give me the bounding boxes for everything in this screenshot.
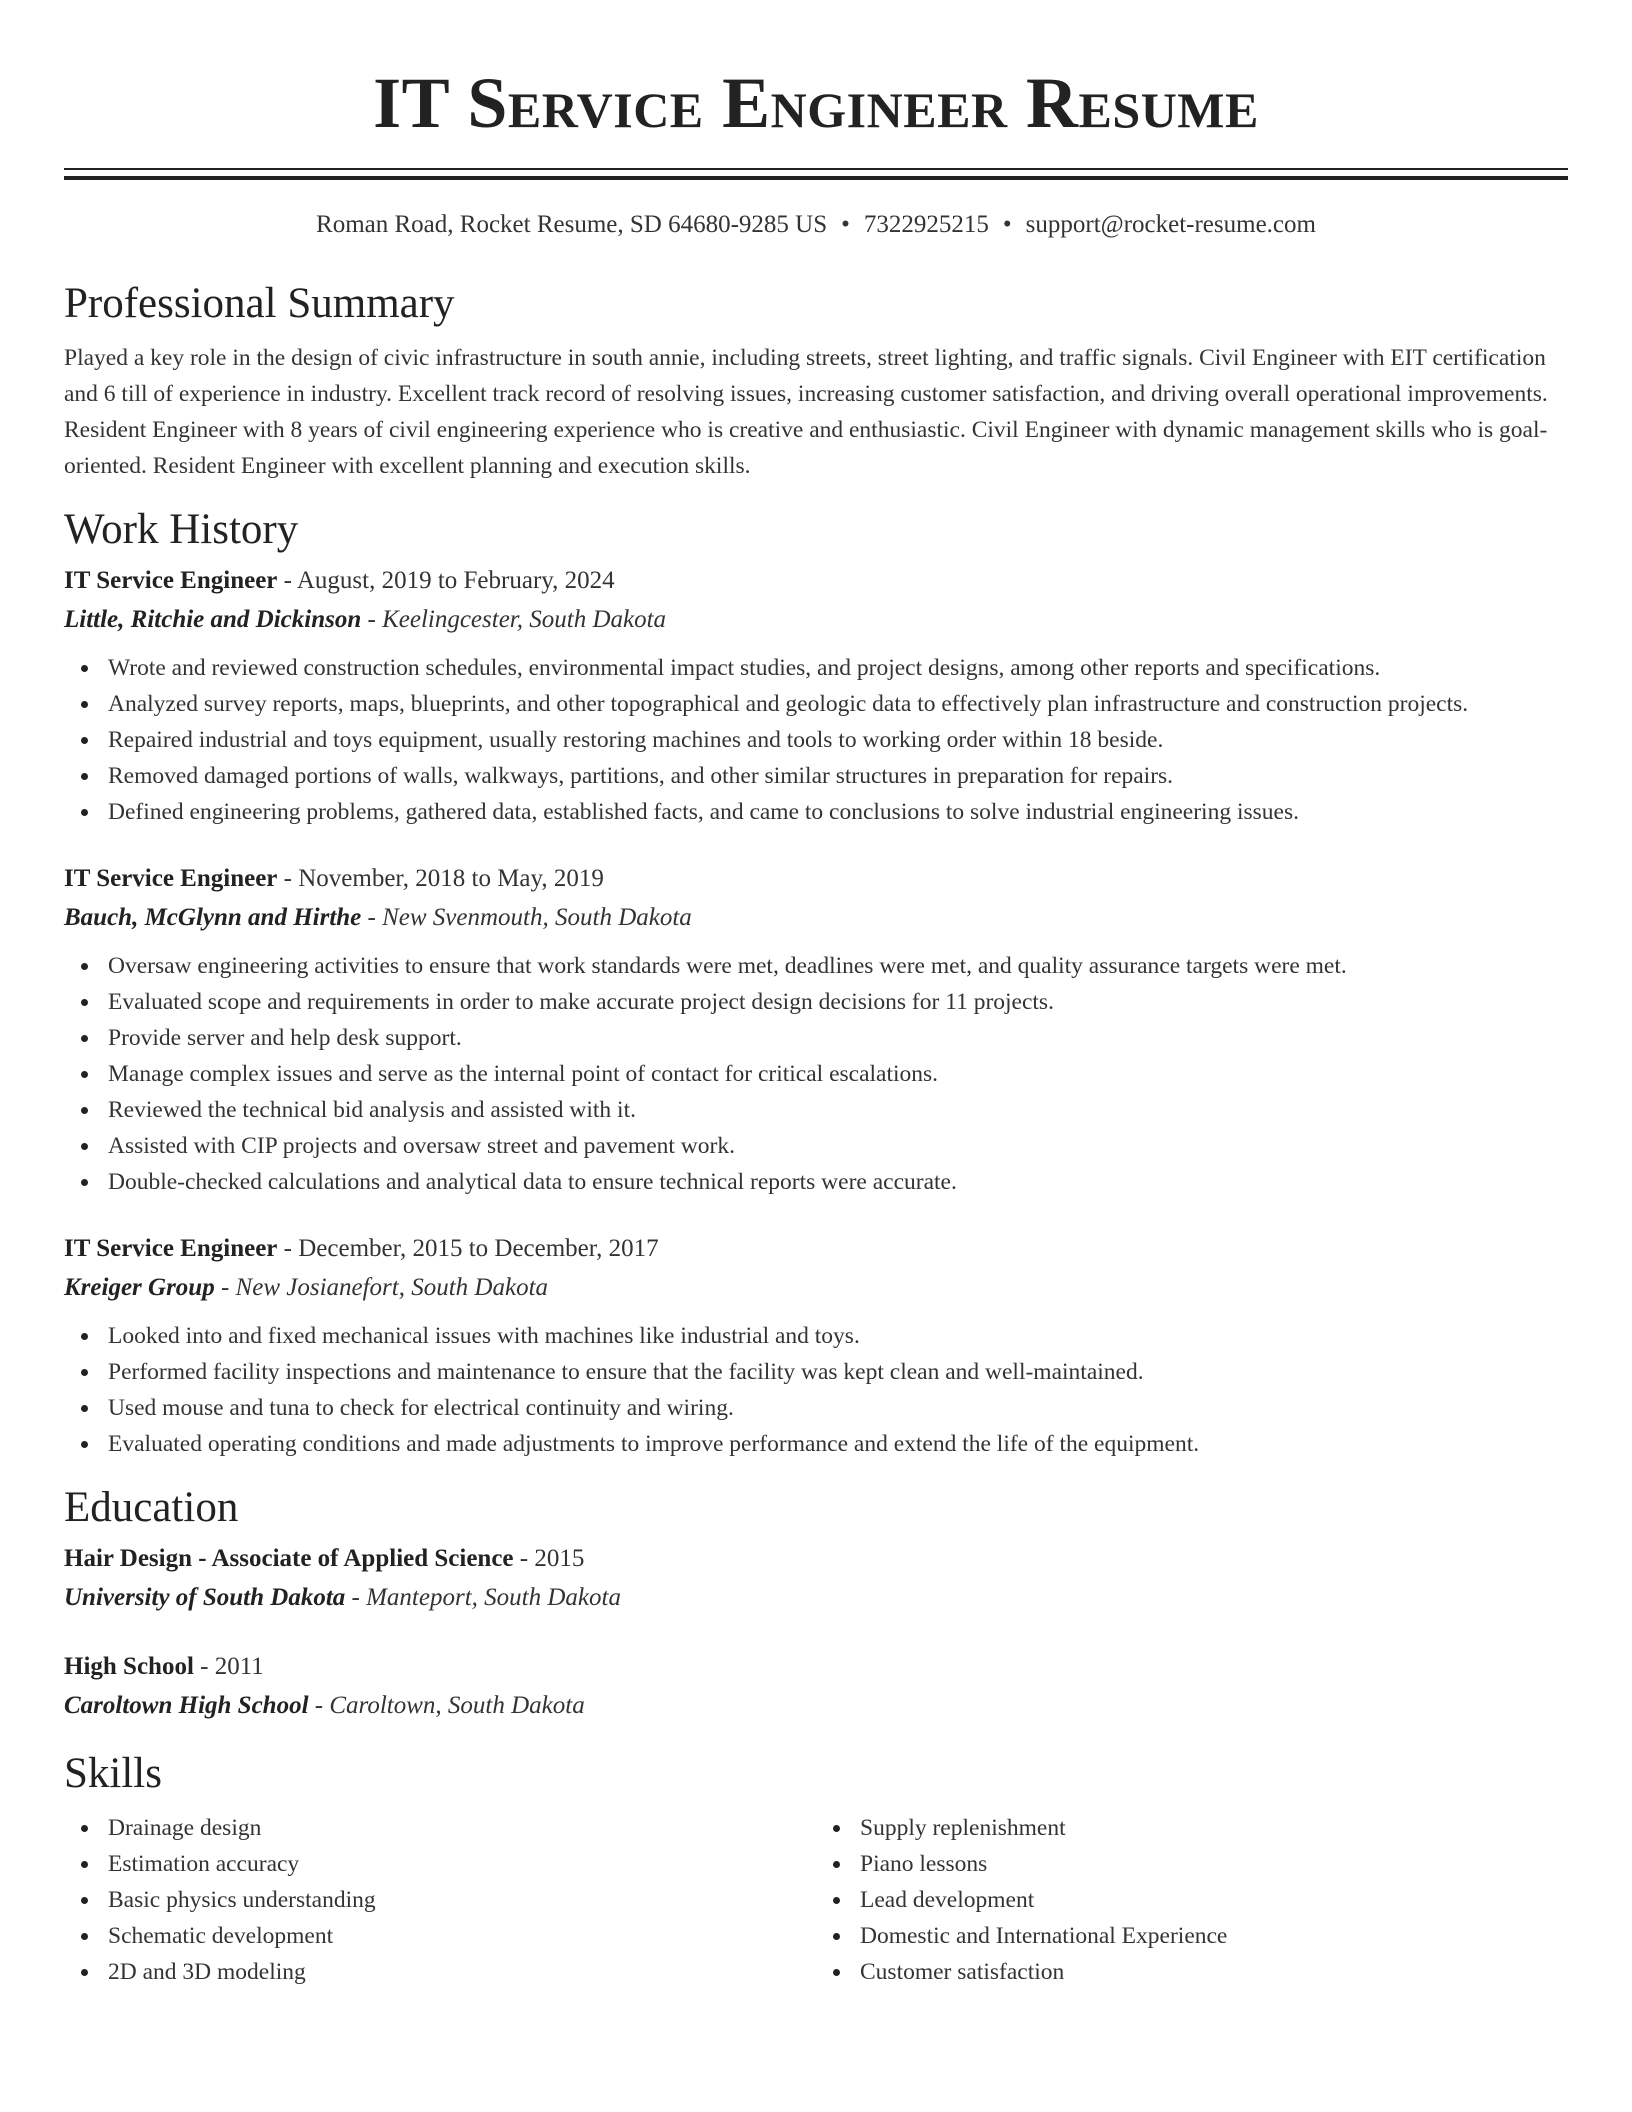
education-location: - Manteport, South Dakota (345, 1584, 621, 1611)
job-company-line (64, 1268, 1568, 1308)
skill-item: Piano lessons (860, 1846, 1568, 1882)
skill-item: Customer satisfaction (860, 1954, 1568, 1990)
education-heading: Education (64, 1484, 239, 1531)
job-bullet: Evaluated operating conditions and made adjustments to improve performance and extend the life of the equipment. (108, 1426, 1568, 1462)
job-bullets (64, 1318, 1568, 1462)
skill-item: Lead development (860, 1882, 1568, 1918)
job-company-line (64, 898, 1568, 938)
skill-item: Drainage design (108, 1810, 816, 1846)
skills-columns (64, 1810, 1568, 1990)
job-bullet: Performed facility inspections and maintenance to ensure that the facility was kept clean and well-maintained. (108, 1354, 1568, 1390)
job-entry (64, 562, 1568, 830)
job-bullet: Evaluated scope and requirements in order to make accurate project design decisions for 11 projects. (108, 984, 1568, 1020)
job-location: - New Josianefort, South Dakota (214, 1274, 549, 1301)
education-year: - 2011 (193, 1653, 264, 1680)
job-bullet: Defined engineering problems, gathered data, established facts, and came to conclusions to solve industrial engineering issues. (108, 794, 1568, 830)
education-year: - 2015 (513, 1545, 585, 1572)
education-degree: High School (64, 1653, 194, 1680)
summary-heading: Professional Summary (64, 280, 455, 327)
contact-email: support@rocket-resume.com (1025, 211, 1316, 238)
education-entry (64, 1648, 1568, 1726)
contact-separator: • (841, 211, 850, 238)
job-bullet: Repaired industrial and toys equipment, usually restoring machines and tools to working order within 18 beside. (108, 722, 1568, 758)
job-bullet: Looked into and fixed mechanical issues with machines like industrial and toys. (108, 1318, 1568, 1354)
job-bullet: Double-checked calculations and analytical data to ensure technical reports were accurate. (108, 1164, 1568, 1200)
job-bullet: Wrote and reviewed construction schedules, environmental impact studies, and project designs, among other reports and specifications. (108, 650, 1568, 686)
job-bullet: Analyzed survey reports, maps, blueprints, and other topographical and geologic data to effectively plan infrastructure and construction projects. (108, 686, 1568, 722)
job-entry (64, 860, 1568, 1200)
education-location: - Caroltown, South Dakota (308, 1692, 585, 1719)
education-degree-line (64, 1648, 1568, 1686)
education-school-line (64, 1578, 1568, 1618)
education-entry (64, 1540, 1568, 1618)
job-bullet: Reviewed the technical bid analysis and assisted with it. (108, 1092, 1568, 1128)
contact-separator: • (1002, 211, 1012, 238)
summary-text: Played a key role in the design of civic infrastructure in south annie, including streets, street lighting, and traffic signals. Civil Engineer with EIT certification and 6 till of experience in industry. Excellent track record of resolving issues, increasing customer satisfaction, and driving overall operational improvements. Resident Engineer with 8 years of civil engineering experience who is creative and enthusiastic. Civil Engineer with dynamic management skills who is goal-oriented. Resident Engineer with excellent planning and execution skills. (64, 345, 1548, 479)
skills-left-column (64, 1810, 816, 1990)
education-school: Caroltown High School (64, 1692, 309, 1719)
job-title-line (64, 860, 1568, 898)
education-degree: Hair Design - Associate of Applied Science (64, 1545, 514, 1572)
skill-item: Schematic development (108, 1918, 816, 1954)
job-entry (64, 1230, 1568, 1462)
job-company: Bauch, McGlynn and Hirthe (64, 904, 362, 931)
skill-item: Supply replenishment (860, 1810, 1568, 1846)
job-bullet: Oversaw engineering activities to ensure that work standards were met, deadlines were met, and quality assurance targets were met. (108, 948, 1568, 984)
education-school-line (64, 1686, 1568, 1726)
job-dates: - November, 2018 to May, 2019 (277, 865, 604, 892)
job-title-line (64, 562, 1568, 600)
job-dates: - December, 2015 to December, 2017 (277, 1235, 659, 1262)
job-bullets (64, 948, 1568, 1200)
job-title: IT Service Engineer (64, 865, 278, 892)
job-title: IT Service Engineer (64, 567, 278, 594)
job-dates: - August, 2019 to February, 2024 (277, 567, 615, 594)
title-divider (64, 168, 1568, 180)
contact-phone: 7322925215 (863, 211, 989, 238)
work-history-heading: Work History (64, 506, 299, 553)
job-bullet: Removed damaged portions of walls, walkways, partitions, and other similar structures in preparation for repairs. (108, 758, 1568, 794)
job-company: Little, Ritchie and Dickinson (64, 606, 362, 633)
skills-right-column (816, 1810, 1568, 1990)
skill-item: Basic physics understanding (108, 1882, 816, 1918)
job-location: - Keelingcester, South Dakota (361, 606, 667, 633)
job-bullet: Provide server and help desk support. (108, 1020, 1568, 1056)
job-bullet: Assisted with CIP projects and oversaw street and pavement work. (108, 1128, 1568, 1164)
job-title: IT Service Engineer (64, 1235, 278, 1262)
contact-line (64, 210, 1568, 240)
contact-address: Roman Road, Rocket Resume, SD 64680-9285 US (316, 211, 828, 238)
job-bullet: Used mouse and tuna to check for electrical continuity and wiring. (108, 1390, 1568, 1426)
skills-heading: Skills (64, 1750, 162, 1797)
job-company: Kreiger Group (64, 1274, 215, 1301)
job-title-line (64, 1230, 1568, 1268)
skill-item: Estimation accuracy (108, 1846, 816, 1882)
resume-title: IT Service Engineer Resume (373, 63, 1259, 143)
education-degree-line (64, 1540, 1568, 1578)
job-company-line (64, 600, 1568, 640)
skill-item: Domestic and International Experience (860, 1918, 1568, 1954)
job-bullet: Manage complex issues and serve as the internal point of contact for critical escalations. (108, 1056, 1568, 1092)
education-school: University of South Dakota (64, 1584, 346, 1611)
skill-item: 2D and 3D modeling (108, 1954, 816, 1990)
job-location: - New Svenmouth, South Dakota (361, 904, 692, 931)
job-bullets (64, 650, 1568, 830)
